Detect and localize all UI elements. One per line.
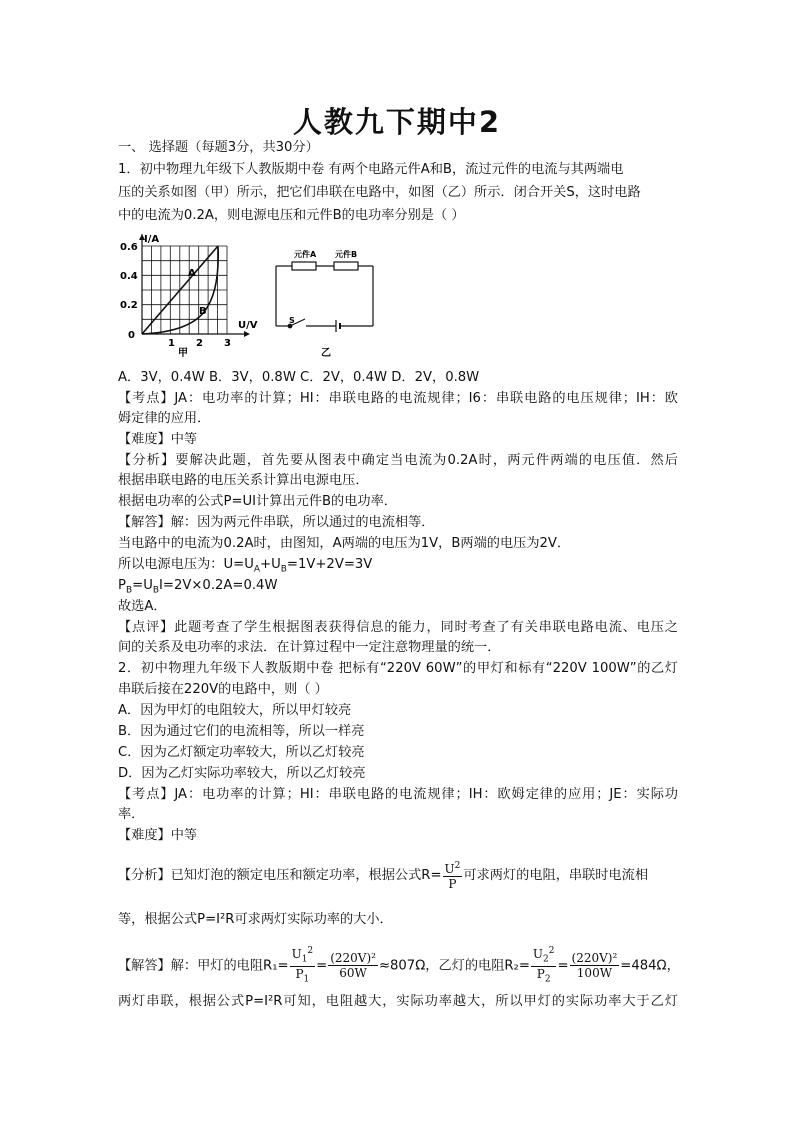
q1-analysis-line2: 根据串联电路的电压关系计算出电源电压． [118, 473, 369, 488]
q2-difficulty: 【难度】中等 [118, 828, 198, 843]
q1-answer-line3: 所以电源电压为：$U=U_A+U_B=1V+2V=3V$ [118, 557, 373, 575]
graph-caption: 甲 [178, 348, 188, 359]
iu-graph [120, 234, 258, 359]
q1-comment-line1: 【点评】此题考查了学生根据图表获得信息的能力，同时考查了有关串联电路电流、电压之 [118, 620, 678, 635]
q2-option-d: D．因为乙灯实际功率较大，所以乙灯较亮 [118, 766, 366, 781]
q2-option-b: B．因为通过它们的电流相等，所以一样亮 [118, 724, 365, 739]
q1-kaodian-line1: 【考点】JA：电功率的计算；HI：串联电路的电流规律；I6：串联电路的电压规律；IH：欧 [118, 391, 678, 406]
q2-answer-line1: 【解答】解：甲灯的电阻R₁= $\frac{U_1^2}{P_1}$ = $\frac{\text{(220V)²}}{60W}$ ≈807Ω，乙灯的电阻R₂= $\frac{U_2^2}{P_2}$ = $\frac{\text{(220V)²}}{100W}$ =484Ω， [118, 946, 680, 985]
q1-difficulty: 【难度】中等 [118, 432, 198, 447]
circuit-element-b-label: 元件B [335, 250, 358, 259]
q1-stem-line2: 压的关系如图（甲）所示，把它们串联在电路中，如图（乙）所示．闭合开关S，这时电路 [118, 185, 641, 200]
x-tick-3: 3 [224, 338, 231, 349]
q2-answer-line2: 两灯串联，根据公式P=I²R可知，电阻越大，实际功率越大，所以甲灯的实际功率大于乙灯 [118, 994, 678, 1009]
q2-analysis-pre: 【分析】已知灯泡的额定电压和额定功率，根据公式R= [118, 868, 442, 883]
x-tick-2: 2 [196, 338, 203, 349]
q1-analysis-line3: 根据电功率的公式P=UI计算出元件B的电功率． [118, 494, 397, 509]
q2-answer-mid: ≈807Ω，乙灯的电阻R₂= [378, 958, 530, 974]
formula-220-over-60: $\frac{\text{(220V)²}}{60W}$ [330, 950, 376, 980]
y-tick-06: 0.6 [120, 242, 138, 253]
y-tick-04: 0.4 [120, 271, 138, 282]
q2-analysis-post: 可求两灯的电阻，串联时电流相 [463, 868, 649, 883]
circuit-switch-label: S [289, 316, 295, 325]
page-title: 人教九下期中2 [292, 105, 502, 139]
curve-b-label: B [199, 306, 207, 317]
q1-stem-line3: 中的电流为0.2A，则电源电压和元件B的电功率分别是（ ） [118, 208, 465, 223]
q1-stem-line1: 1．初中物理九年级下人教版期中卷 有两个电路元件A和B，流过元件的电流与其两端电 [118, 162, 624, 177]
circuit-element-a-label: 元件A [294, 250, 317, 259]
section-heading: 一、 选择题（每题3分，共30分） [118, 140, 319, 155]
q1-answer-line2: 当电路中的电流为0.2A时，由图知，A两端的电压为1V，B两端的电压为2V． [118, 536, 571, 551]
q2-stem-line2: 串联后接在220V的电路中，则（ ） [118, 682, 328, 697]
formula-220-over-100: $\frac{\text{(220V)²}}{100W}$ [571, 950, 618, 980]
y-tick-02: 0.2 [120, 300, 138, 311]
q2-answer-post: =484Ω， [620, 958, 680, 974]
q1-answer-line1: 【解答】解：因为两元件串联，所以通过的电流相等． [118, 515, 435, 530]
element-a-resistor [292, 262, 316, 270]
q2-stem-line1: 2．初中物理九年级下人教版期中卷 把标有“220V 60W”的甲灯和标有“220V 100W”的乙灯 [118, 661, 678, 676]
circuit-caption: 乙 [321, 348, 331, 359]
q2-option-c: C．因为乙灯额定功率较大，所以乙灯较亮 [118, 745, 365, 760]
formula-u2-over-p: $\frac{U^2}{P}$ [444, 861, 461, 891]
q2-analysis-line1 [118, 858, 648, 894]
q1-comment-line2: 间的关系及电功率的求法．在计算过程中一定注意物理量的统一． [118, 640, 501, 655]
q2-kaodian-line2: 率． [118, 807, 145, 822]
curve-a-label: A [188, 268, 196, 279]
graph-x-label: U/V [238, 320, 258, 331]
x-tick-1: 1 [168, 338, 175, 349]
formula-u1-over-p1: $\frac{U_1^2}{P_1}$ [291, 946, 314, 985]
element-b-resistor [334, 262, 358, 270]
q1-answer-line4: $P_B=U_BI=2V\times 0.2A=0.4W$ [118, 578, 278, 596]
q1-answer-line5: 故选A． [118, 599, 167, 614]
q1-options: A．3V，0.4W B．3V，0.8W C．2V，0.4W D．2V，0.8W [118, 370, 480, 385]
q2-analysis-line2: 等，根据公式P=I²R可求两灯实际功率的大小． [118, 912, 393, 927]
q2-kaodian-line1: 【考点】JA：电功率的计算；HI：串联电路的电流规律；IH：欧姆定律的应用；JE：实际功 [118, 787, 678, 802]
q1-kaodian-line2: 姆定律的应用． [118, 411, 211, 426]
y-tick-0: 0 [128, 330, 135, 341]
formula-u2-over-p2: $\frac{U_2^2}{P_2}$ [532, 946, 555, 985]
graph-y-label: I/A [144, 234, 160, 245]
q1-figure [118, 228, 388, 362]
q2-answer-pre: 【解答】解：甲灯的电阻R₁= [118, 958, 289, 974]
q2-option-a: A．因为甲灯的电阻较大，所以甲灯较亮 [118, 703, 352, 718]
q1-analysis-line1: 【分析】要解决此题，首先要从图表中确定当电流为0.2A时，两元件两端的电压值．然后 [118, 453, 678, 468]
